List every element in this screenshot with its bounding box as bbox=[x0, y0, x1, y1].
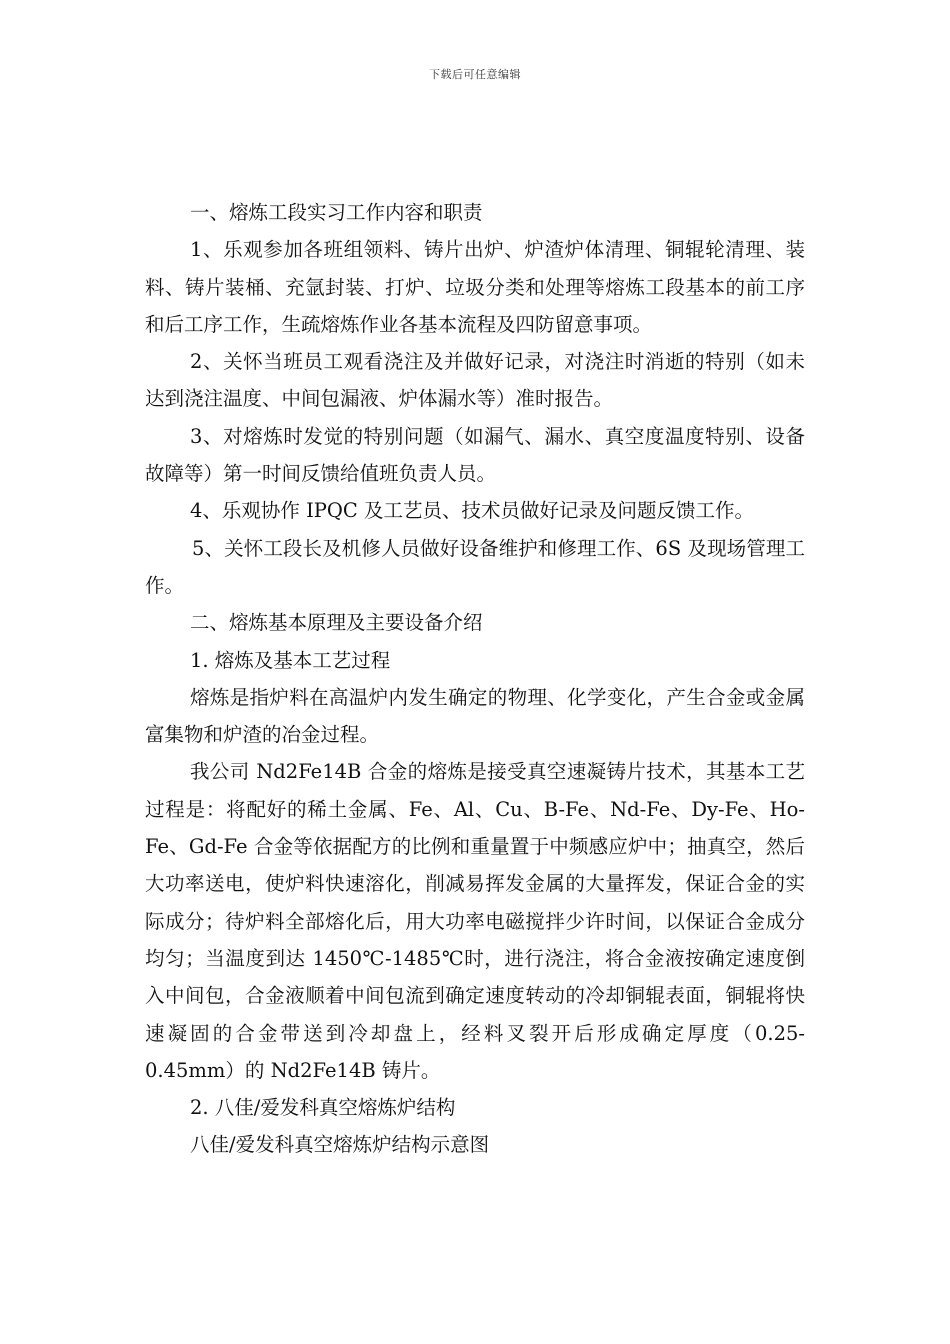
paragraph-item-4: 4、乐观协作 IPQC 及工艺员、技术员做好记录及问题反馈工作。 bbox=[190, 499, 755, 523]
paragraph-item-1: 1、乐观参加各班组领料、铸片出炉、炉渣炉体清理、铜辊轮清理、装料、铸片装桶、充氩封装、打炉、垃圾分类和处理等熔炼工段基本的前工序和后工序工作，生疏熔炼作业各基本流程及四防留意事项。 bbox=[145, 238, 805, 336]
paragraph-item-3: 3、对熔炼时发觉的特别问题（如漏气、漏水、真空度温度特别、设备故障等）第一时间反馈给值班负责人员。 bbox=[145, 424, 805, 486]
paragraph-item-5: 5、关怀工段长及机修人员做好设备维护和修理工作、6S 及现场管理工作。 bbox=[145, 536, 805, 597]
section-heading-1: 一、熔炼工段实习工作内容和职责 bbox=[190, 201, 483, 224]
section-heading-2: 二、熔炼基本原理及主要设备介绍 bbox=[190, 611, 483, 635]
subheading-2: 2. 八佳/爱发科真空熔炼炉结构 bbox=[190, 1096, 456, 1120]
subheading-1: 1. 熔炼及基本工艺过程 bbox=[190, 648, 391, 672]
paragraph-definition: 熔炼是指炉料在高温炉内发生确定的物理、化学变化，产生合金或金属富集物和炉渣的冶金过程。 bbox=[145, 685, 805, 747]
paragraph-process: 我公司 Nd2Fe14B 合金的熔炼是接受真空速凝铸片技术，其基本工艺过程是：将配好的稀土金属、Fe、Al、Cu、B-Fe、Nd-Fe、Dy-Fe、Ho-Fe、Gd-Fe 合金等依据配方的比例和重量置于中频感应炉中；抽真空，然后大功率送电，使炉料快速溶化，削减易挥发金属的大量挥发，保证合金的实际成分；待炉料全部熔化后，用大功率电磁搅拌少许时间，以保证合金成分均匀；当温度到达 1450℃-1485℃时，进行浇注，将合金液按确定速度倒入中间包，合金液顺着中间包流到确定速度转动的冷却铜辊表面，铜辊将快速凝固的合金带送到冷却盘上，经料叉裂开后形成确定厚度（0.25-0.45mm）的 Nd2Fe14B 铸片。 bbox=[145, 760, 805, 1082]
document-body bbox=[145, 194, 805, 1164]
page-header: 下载后可任意编辑 bbox=[429, 68, 521, 81]
figure-caption: 八佳/爱发科真空熔炼炉结构示意图 bbox=[190, 1133, 490, 1157]
paragraph-item-2: 2、关怀当班员工观看浇注及并做好记录，对浇注时消逝的特别（如未达到浇注温度、中间包漏液、炉体漏水等）准时报告。 bbox=[145, 350, 805, 411]
